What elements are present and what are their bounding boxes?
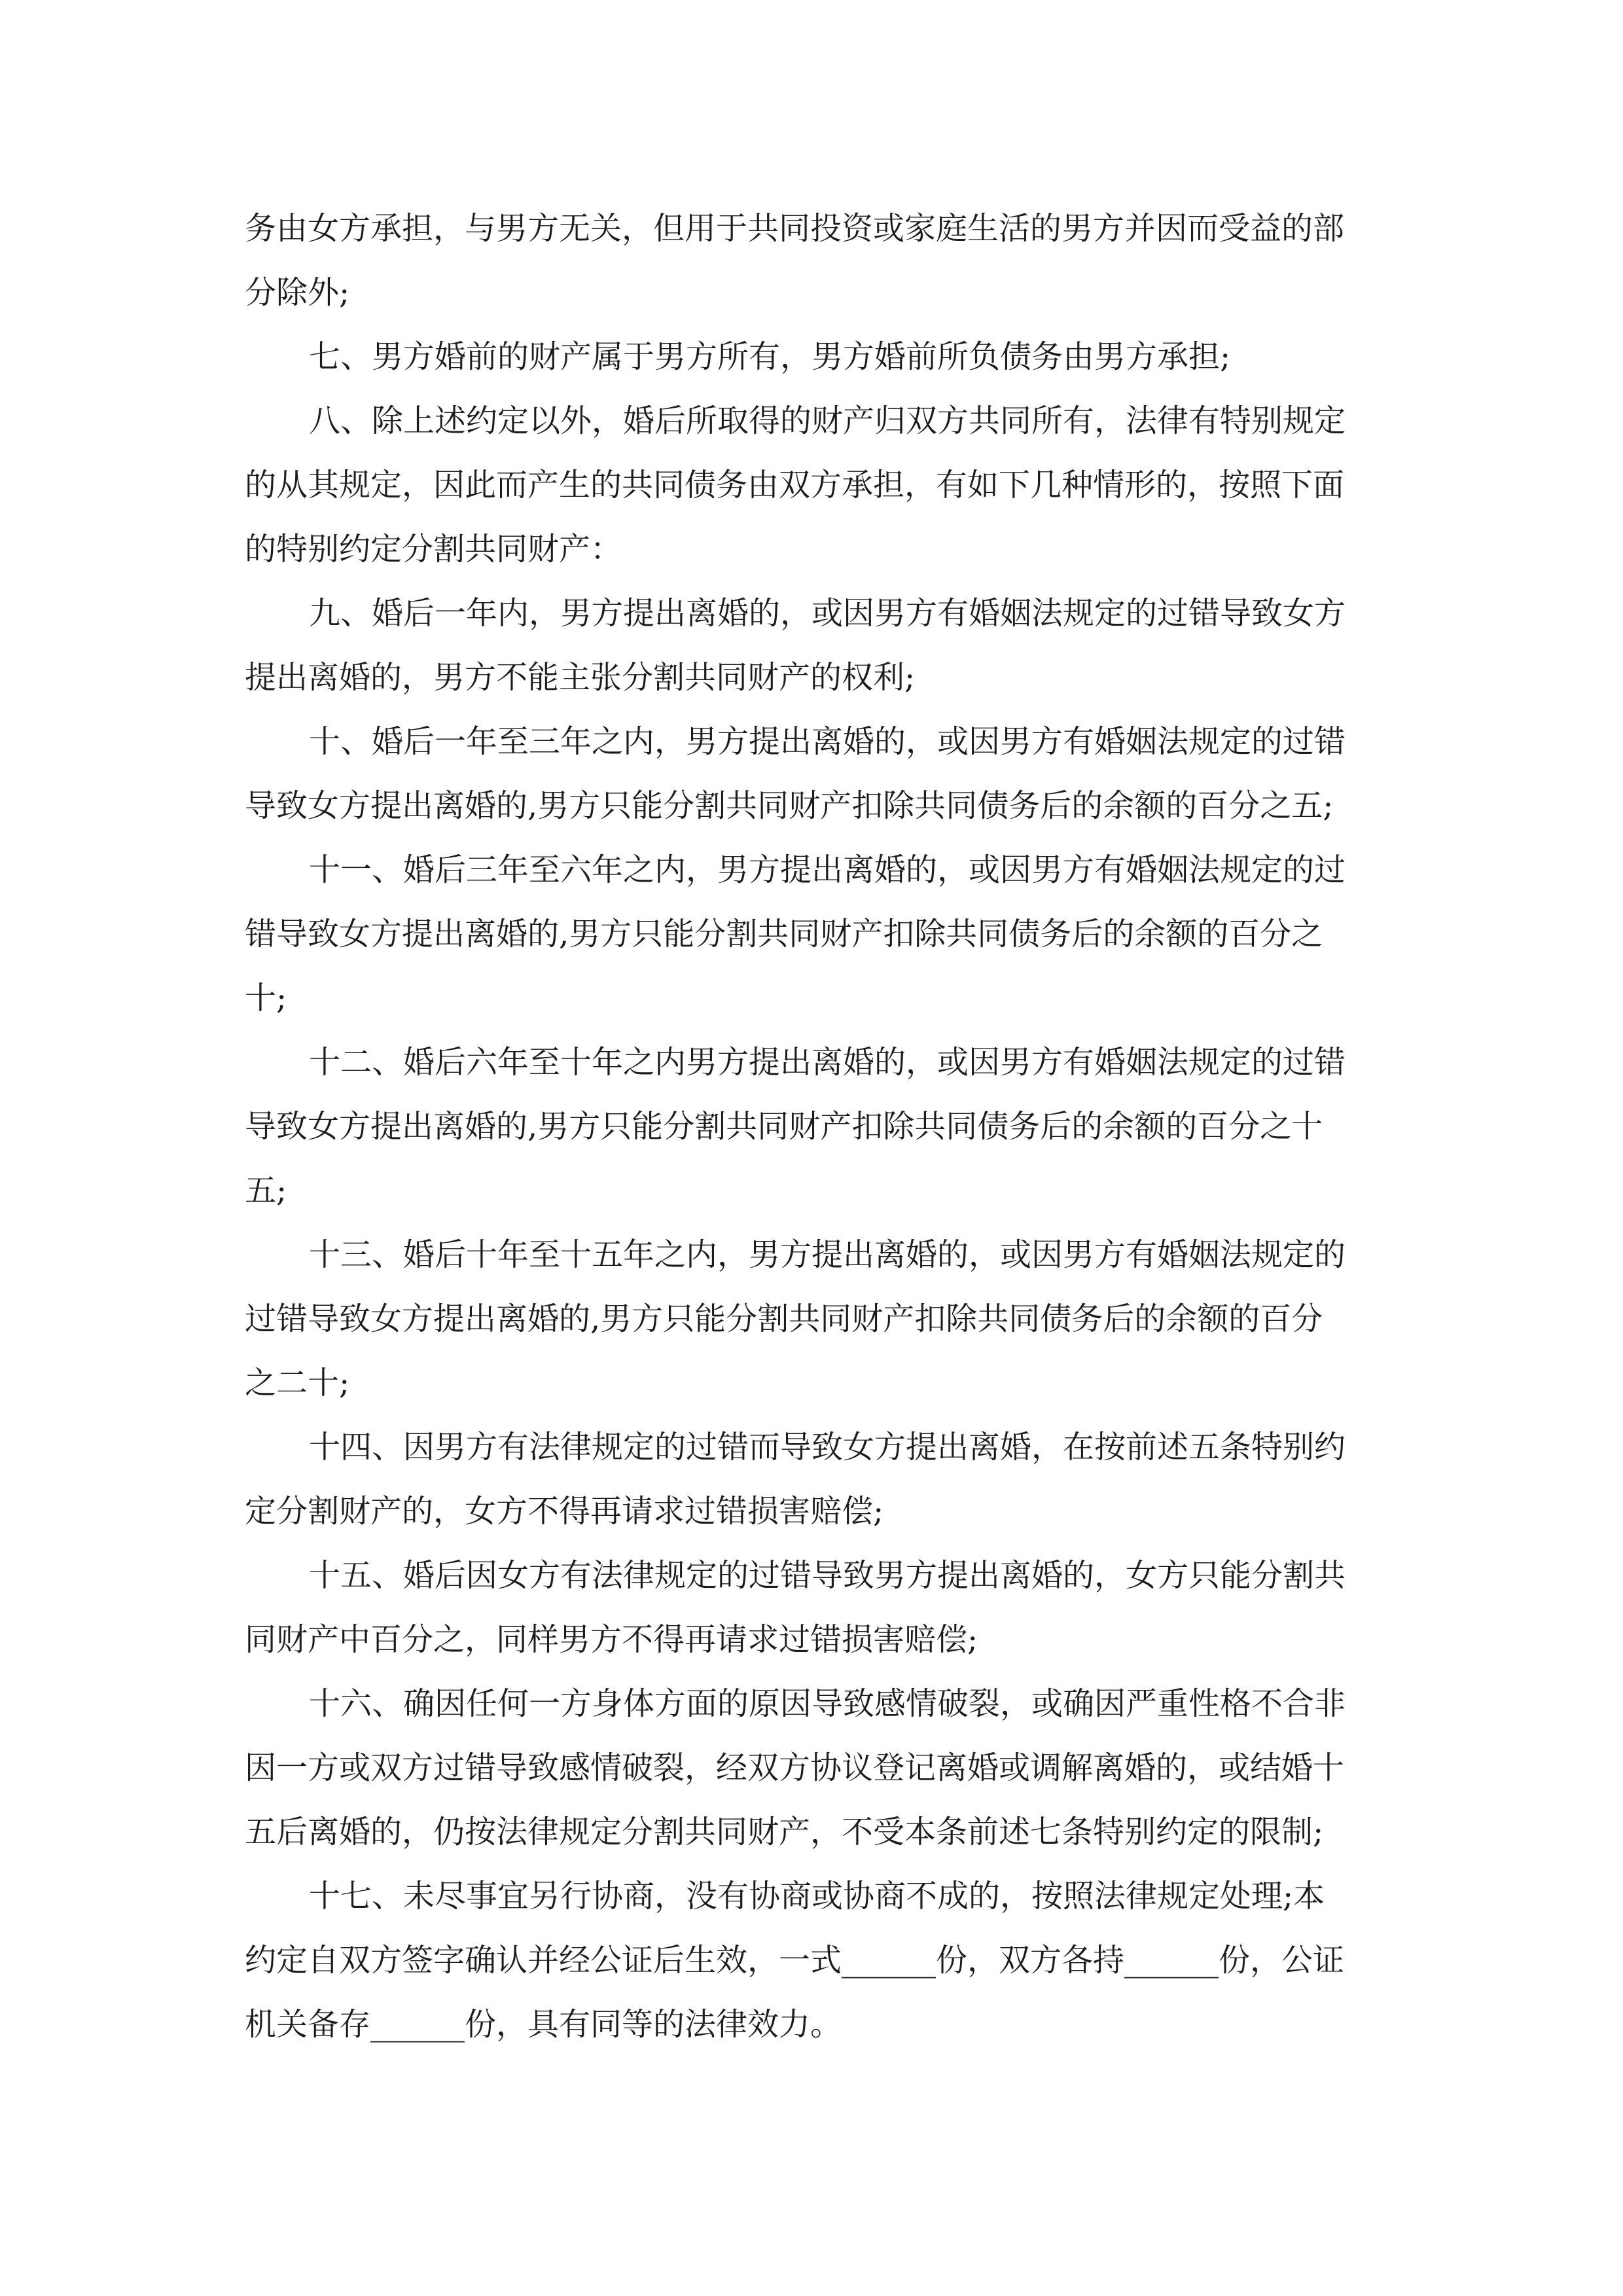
text-line: 提出离婚的，男方不能主张分割共同财产的权利; (245, 659, 916, 696)
text-line: 七、男方婚前的财产属于男方所有，男方婚前所负债务由男方承担; (309, 338, 1231, 375)
text-line: 十五、婚后因女方有法律规定的过错导致男方提出离婚的，女方只能分割共 (309, 1557, 1346, 1594)
text-line: 过错导致女方提出离婚的,男方只能分割共同财产扣除共同债务后的余额的百分 (245, 1300, 1323, 1337)
text-line: 五后离婚的，仍按法律规定分割共同财产，不受本条前述七条特别约定的限制; (245, 1814, 1324, 1850)
text-line: 十七、未尽事宜另行协商，没有协商或协商不成的，按照法律规定处理;本 (309, 1878, 1325, 1914)
text-line: 导致女方提出离婚的,男方只能分割共同财产扣除共同债务后的余额的百分之五; (245, 787, 1334, 824)
text-line: 九、婚后一年内，男方提出离婚的，或因男方有婚姻法规定的过错导致女方 (309, 595, 1346, 632)
text-line: 错导致女方提出离婚的,男方只能分割共同财产扣除共同债务后的余额的百分之 (245, 916, 1323, 952)
text-line: 机关备存______份，具有同等的法律效力。 (245, 2006, 842, 2043)
text-line: 八、除上述约定以外，婚后所取得的财产归双方共同所有，法律有特别规定 (309, 403, 1346, 439)
text-line: 的从其规定，因此而产生的共同债务由双方承担，有如下几种情形的，按照下面 (245, 467, 1345, 503)
text-line: 十三、婚后十年至十五年之内，男方提出离婚的，或因男方有婚姻法规定的 (309, 1236, 1346, 1273)
text-line: 导致女方提出离婚的,男方只能分割共同财产扣除共同债务后的余额的百分之十 (245, 1108, 1323, 1145)
text-line: 十二、婚后六年至十年之内男方提出离婚的，或因男方有婚姻法规定的过错 (309, 1044, 1346, 1081)
text-line: 十六、确因任何一方身体方面的原因导致感情破裂，或确因严重性格不合非 (309, 1685, 1346, 1722)
text-line: 分除外; (245, 274, 350, 311)
text-line: 同财产中百分之，同样男方不得再请求过错损害赔偿; (245, 1621, 978, 1658)
text-line: 务由女方承担，与男方无关，但用于共同投资或家庭生活的男方并因而受益的部 (245, 210, 1345, 247)
text-line: 约定自双方签字确认并经公证后生效，一式______份，双方各持______份，公证 (245, 1942, 1345, 1979)
text-line: 的特别约定分割共同财产： (245, 531, 622, 567)
text-line: 因一方或双方过错导致感情破裂，经双方协议登记离婚或调解离婚的，或结婚十 (245, 1749, 1345, 1786)
text-line: 十一、婚后三年至六年之内，男方提出离婚的，或因男方有婚姻法规定的过 (309, 852, 1346, 888)
text-line: 定分割财产的，女方不得再请求过错损害赔偿; (245, 1493, 884, 1530)
text-line: 五; (245, 1172, 287, 1209)
text-line: 十; (245, 980, 287, 1016)
document-body (245, 196, 1390, 2056)
text-line: 之二十; (245, 1365, 350, 1401)
text-line: 十四、因男方有法律规定的过错而导致女方提出离婚，在按前述五条特别约 (309, 1429, 1346, 1465)
text-line: 十、婚后一年至三年之内，男方提出离婚的，或因男方有婚姻法规定的过错 (309, 723, 1346, 760)
